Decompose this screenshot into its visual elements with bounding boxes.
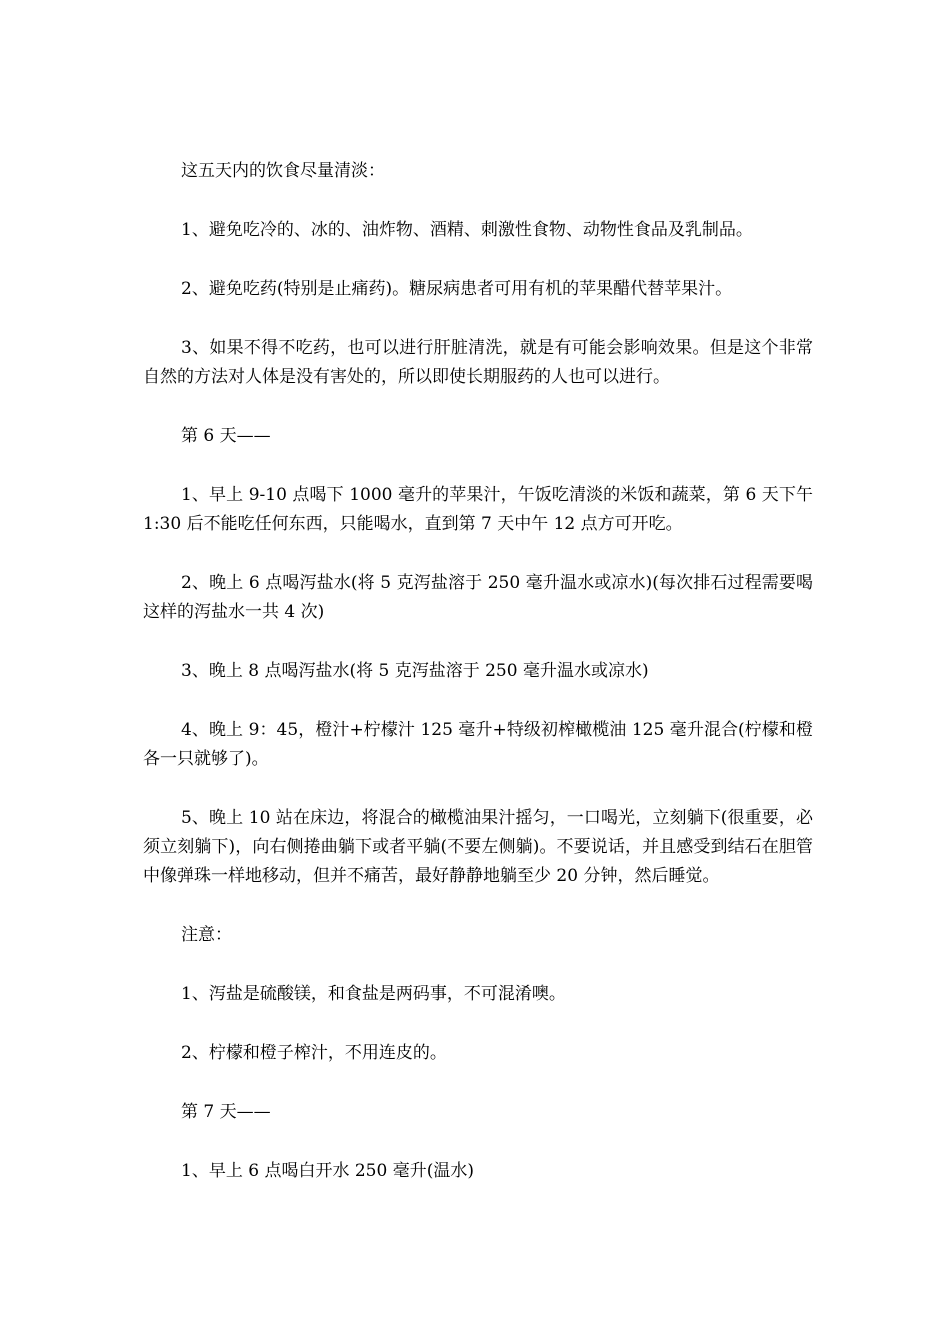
list-item: 2、避免吃药(特别是止痛药)。糖尿病患者可用有机的苹果醋代替苹果汁。 [181, 279, 733, 299]
list-item: 2、晚上 6 点喝泻盐水(将 5 克泻盐溶于 250 毫升温水或凉水)(每次排石过程需要喝这样的泻盐水一共 4 次) [143, 573, 813, 622]
list-item: 4、晚上 9：45，橙汁+柠檬汁 125 毫升+特级初榨橄榄油 125 毫升混合(柠檬和橙各一只就够了)。 [143, 720, 813, 769]
list-item: 1、早上 6 点喝白开水 250 毫升(温水) [181, 1161, 474, 1181]
note-heading: 注意： [181, 925, 232, 945]
list-item: 2、柠檬和橙子榨汁，不用连皮的。 [181, 1043, 447, 1063]
intro-paragraph: 这五天内的饮食尽量清淡： [181, 161, 385, 181]
list-item: 1、泻盐是硫酸镁，和食盐是两码事，不可混淆噢。 [181, 984, 566, 1004]
list-item: 5、晚上 10 站在床边，将混合的橄榄油果汁摇匀，一口喝光，立刻躺下(很重要，必须立刻躺下)，向右侧捲曲躺下或者平躺(不要左侧躺)。不要说话，并且感受到结石在胆管中像弹珠一样地移动，但并不痛苦，最好静静地躺至少 20 分钟，然后睡觉。 [143, 808, 813, 886]
list-item: 1、避免吃冷的、冰的、油炸物、酒精、刺激性食物、动物性食品及乳制品。 [181, 220, 753, 240]
section-heading-day-6: 第 6 天—— [181, 426, 271, 446]
document-body [143, 157, 813, 1186]
list-item: 3、晚上 8 点喝泻盐水(将 5 克泻盐溶于 250 毫升温水或凉水) [181, 661, 649, 681]
list-item: 1、早上 9-10 点喝下 1000 毫升的苹果汁，午饭吃清淡的米饭和蔬菜，第 6 天下午 1:30 后不能吃任何东西，只能喝水，直到第 7 天中午 12 点方可开吃。 [143, 485, 813, 534]
section-heading-day-7: 第 7 天—— [181, 1102, 271, 1122]
list-item: 3、如果不得不吃药，也可以进行肝脏清洗，就是有可能会影响效果。但是这个非常自然的方法对人体是没有害处的，所以即使长期服药的人也可以进行。 [143, 338, 813, 387]
